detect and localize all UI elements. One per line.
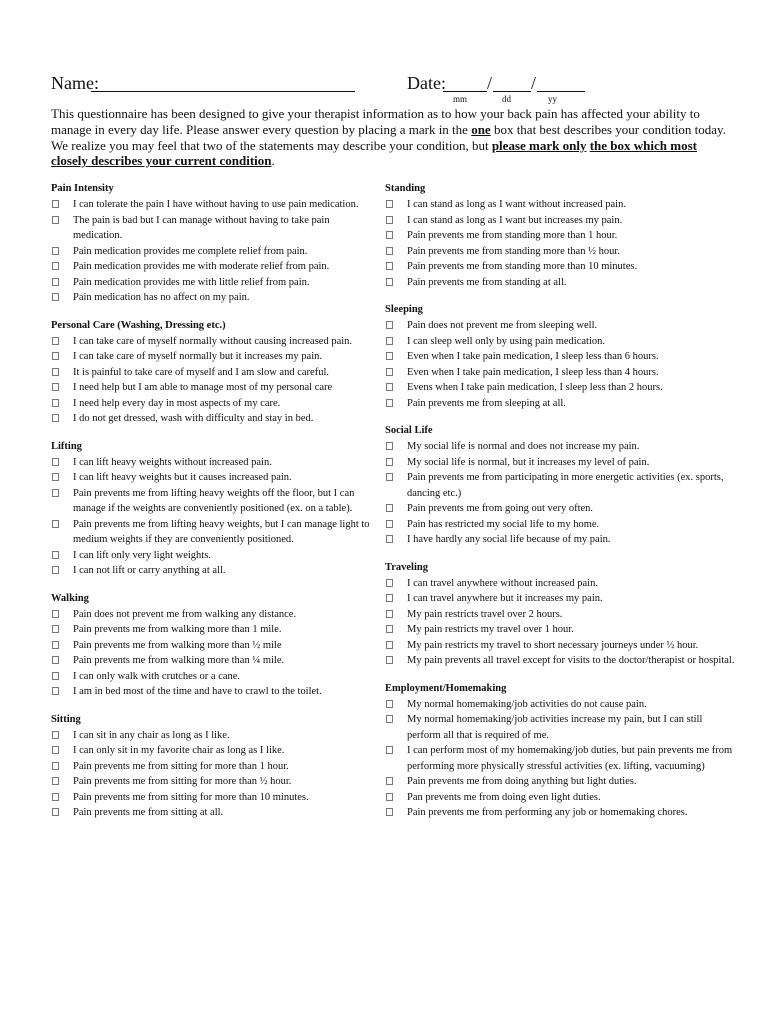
checkbox[interactable] bbox=[52, 200, 59, 208]
option-item[interactable] bbox=[385, 622, 735, 638]
checkbox[interactable] bbox=[52, 293, 59, 301]
option-item[interactable] bbox=[51, 334, 381, 350]
checkbox[interactable] bbox=[386, 625, 393, 633]
option-text: Pain prevents me from sitting for more than 1 hour. bbox=[73, 760, 289, 772]
checkbox[interactable] bbox=[52, 473, 59, 481]
checkbox[interactable] bbox=[386, 383, 393, 391]
spacer bbox=[385, 669, 735, 681]
date-mm-label: mm bbox=[453, 94, 468, 104]
option-text: I can not lift or carry anything at all. bbox=[73, 565, 226, 576]
option-text: I can perform most of my homemaking/job duties, but pain prevents me from performing more physically stressful activities (ex. lifting, vacuuming) bbox=[407, 745, 733, 772]
option-item[interactable] bbox=[385, 591, 735, 607]
checkbox[interactable] bbox=[52, 262, 59, 270]
option-item[interactable] bbox=[51, 653, 381, 669]
option-item[interactable] bbox=[51, 486, 381, 517]
option-text: Pain does not prevent me from walking any distance. bbox=[73, 608, 297, 620]
option-item[interactable] bbox=[51, 197, 381, 213]
section-title: Walking bbox=[51, 592, 89, 604]
option-item[interactable] bbox=[385, 259, 735, 275]
spacer bbox=[385, 548, 735, 560]
checkbox[interactable] bbox=[52, 625, 59, 633]
section-walking bbox=[51, 591, 381, 700]
option-text: My normal homemaking/job activities do not cause pain. bbox=[407, 698, 647, 710]
option-item[interactable] bbox=[385, 576, 735, 592]
checkbox[interactable] bbox=[52, 368, 59, 376]
section-lifting bbox=[51, 439, 381, 579]
option-item[interactable] bbox=[51, 774, 381, 790]
checkbox[interactable] bbox=[52, 278, 59, 286]
option-text: Pain prevents me from lifting heavy weights, but I can manage light to medium weights if they are conveniently positioned. bbox=[73, 518, 370, 545]
checkbox[interactable] bbox=[386, 700, 393, 708]
checkbox[interactable] bbox=[386, 641, 393, 649]
instructions bbox=[51, 106, 731, 169]
name-label: Name: bbox=[51, 73, 99, 93]
option-item[interactable] bbox=[385, 380, 735, 396]
option-item[interactable] bbox=[51, 638, 381, 654]
option-text: It is painful to take care of myself and I am slow and careful. bbox=[73, 366, 329, 378]
option-item[interactable] bbox=[385, 501, 735, 517]
checkbox[interactable] bbox=[52, 383, 59, 391]
date-separator: / bbox=[531, 73, 537, 93]
section-title: Traveling bbox=[385, 561, 428, 573]
section-title: Social Life bbox=[385, 425, 433, 436]
option-item[interactable] bbox=[51, 563, 381, 579]
option-item[interactable] bbox=[51, 244, 381, 260]
option-text: I can only sit in my favorite chair as long as I like. bbox=[73, 745, 285, 756]
option-item[interactable] bbox=[51, 411, 381, 427]
checkbox[interactable] bbox=[52, 687, 59, 695]
option-item[interactable] bbox=[51, 213, 381, 244]
emphasis-one: one bbox=[471, 121, 491, 137]
checkbox[interactable] bbox=[386, 399, 393, 407]
option-text: I can take care of myself normally but it increases my pain. bbox=[73, 351, 322, 362]
option-text: I can sit in any chair as long as I like. bbox=[73, 729, 230, 741]
option-text: Pain prevents me from standing at all. bbox=[407, 276, 567, 288]
instructions-end: . bbox=[271, 153, 275, 169]
checkbox[interactable] bbox=[386, 216, 393, 224]
name-field[interactable] bbox=[91, 91, 355, 92]
option-text: Pain medication has no affect on my pain. bbox=[73, 292, 250, 303]
checkbox[interactable] bbox=[386, 262, 393, 270]
option-item[interactable] bbox=[385, 213, 735, 229]
option-item[interactable] bbox=[385, 638, 735, 654]
checkbox[interactable] bbox=[52, 641, 59, 649]
checkbox[interactable] bbox=[386, 247, 393, 255]
option-item[interactable] bbox=[51, 728, 381, 744]
option-item[interactable] bbox=[51, 275, 381, 291]
option-text: Pain prevents me from participating in more energetic activities (ex. sports, dancing etc.) bbox=[407, 472, 724, 499]
section-pain-intensity bbox=[51, 181, 381, 306]
checkbox[interactable] bbox=[52, 399, 59, 407]
option-text: Pain prevents me from standing more than 10 minutes. bbox=[407, 261, 638, 272]
option-item[interactable] bbox=[51, 349, 381, 365]
option-item[interactable] bbox=[385, 334, 735, 350]
header bbox=[51, 73, 751, 109]
option-item[interactable] bbox=[385, 197, 735, 213]
option-text: Pain medication provides me with little relief from pain. bbox=[73, 276, 310, 288]
option-item[interactable] bbox=[51, 743, 381, 759]
option-text: My pain prevents all travel except for visits to the doctor/therapist or hospital. bbox=[407, 655, 735, 666]
option-item[interactable] bbox=[385, 365, 735, 381]
option-item[interactable] bbox=[385, 805, 735, 821]
checkbox[interactable] bbox=[52, 352, 59, 360]
date-yy-label: yy bbox=[548, 94, 557, 104]
checkbox[interactable] bbox=[52, 458, 59, 466]
option-item[interactable] bbox=[51, 790, 381, 806]
option-item[interactable] bbox=[51, 607, 381, 623]
option-item[interactable] bbox=[385, 790, 735, 806]
checkbox[interactable] bbox=[386, 321, 393, 329]
option-item[interactable] bbox=[51, 517, 381, 548]
checkbox[interactable] bbox=[386, 746, 393, 754]
option-text: My pain restricts my travel to short necessary journeys under ½ hour. bbox=[407, 639, 699, 651]
checkbox[interactable] bbox=[386, 504, 393, 512]
date-year-field[interactable] bbox=[537, 91, 585, 92]
option-text: Pain prevents me from walking more than 1 mile. bbox=[73, 624, 282, 635]
spacer bbox=[51, 306, 381, 318]
option-text: Pain has restricted my social life to my home. bbox=[407, 518, 600, 530]
section-sitting bbox=[51, 712, 381, 821]
option-text: I can lift only very light weights. bbox=[73, 549, 211, 561]
date-separator: / bbox=[487, 73, 493, 93]
option-text: I can travel anywhere without increased pain. bbox=[407, 577, 598, 589]
option-item[interactable] bbox=[51, 455, 381, 471]
date-label: Date: bbox=[407, 73, 446, 93]
checkbox[interactable] bbox=[52, 672, 59, 680]
checkbox[interactable] bbox=[52, 762, 59, 770]
option-text: Pain prevents me from going out very often. bbox=[407, 503, 594, 514]
checkbox[interactable] bbox=[386, 473, 393, 481]
checkbox[interactable] bbox=[52, 793, 59, 801]
section-title: Sitting bbox=[51, 713, 81, 725]
option-text: Even when I take pain medication, I sleep less than 4 hours. bbox=[407, 366, 659, 378]
option-text: My social life is normal, but it increases my level of pain. bbox=[407, 456, 650, 468]
option-text: My social life is normal and does not increase my pain. bbox=[407, 441, 640, 452]
option-item[interactable] bbox=[51, 548, 381, 564]
option-text: My normal homemaking/job activities increase my pain, but I can still perform all that is required of me. bbox=[407, 714, 703, 741]
section-title: Lifting bbox=[51, 440, 82, 452]
spacer bbox=[385, 411, 735, 423]
option-text: I can only walk with crutches or a cane. bbox=[73, 670, 241, 682]
spacer bbox=[51, 700, 381, 712]
option-text: Pain prevents me from standing more than ½ hour. bbox=[407, 245, 620, 257]
option-text: I can lift heavy weights but it causes increased pain. bbox=[73, 472, 292, 483]
option-text: The pain is bad but I can manage without having to take pain medication. bbox=[73, 214, 330, 241]
spacer bbox=[385, 290, 735, 302]
checkbox[interactable] bbox=[52, 777, 59, 785]
instructions-text: This questionnaire has been designed to give your therapist information as to how your back pain has affected your ability to manage in every day life. Please answer every question by placing a mark in the bbox=[51, 106, 700, 137]
option-item[interactable] bbox=[385, 244, 735, 260]
left-column bbox=[51, 181, 381, 821]
option-text: Even when I take pain medication, I sleep less than 6 hours. bbox=[407, 351, 659, 362]
option-text: Pain prevents me from sitting for more than ½ hour. bbox=[73, 776, 292, 787]
option-text: I have hardly any social life because of my pain. bbox=[407, 534, 611, 545]
checkbox[interactable] bbox=[386, 442, 393, 450]
checkbox[interactable] bbox=[386, 777, 393, 785]
checkbox[interactable] bbox=[52, 216, 59, 224]
checkbox[interactable] bbox=[386, 808, 393, 816]
option-text: I can tolerate the pain I have without having to use pain medication. bbox=[73, 199, 359, 210]
checkbox[interactable] bbox=[52, 566, 59, 574]
option-item[interactable] bbox=[51, 259, 381, 275]
section-title: Personal Care (Washing, Dressing etc.) bbox=[51, 319, 226, 331]
option-text: I can stand as long as I want but increases my pain. bbox=[407, 214, 623, 226]
option-text: I need help every day in most aspects of my care. bbox=[73, 397, 281, 409]
checkbox[interactable] bbox=[52, 746, 59, 754]
right-column bbox=[385, 181, 735, 821]
option-item[interactable] bbox=[51, 669, 381, 685]
option-item[interactable] bbox=[385, 396, 735, 412]
checkbox[interactable] bbox=[386, 715, 393, 723]
option-item[interactable] bbox=[385, 439, 735, 455]
checkbox[interactable] bbox=[386, 458, 393, 466]
option-text: I can stand as long as I want without increased pain. bbox=[407, 199, 626, 210]
option-text: I can sleep well only by using pain medication. bbox=[407, 335, 605, 347]
option-item[interactable] bbox=[385, 653, 735, 669]
option-text: Pain prevents me from performing any job or homemaking chores. bbox=[407, 807, 688, 818]
section-standing bbox=[385, 181, 735, 290]
checkbox[interactable] bbox=[386, 337, 393, 345]
date-day-field[interactable] bbox=[493, 91, 531, 92]
option-text: Pain prevents me from standing more than 1 hour. bbox=[407, 230, 618, 241]
option-text: I can travel anywhere but it increases my pain. bbox=[407, 593, 603, 604]
checkbox[interactable] bbox=[386, 278, 393, 286]
checkbox[interactable] bbox=[52, 489, 59, 497]
section-title: Employment/Homemaking bbox=[385, 682, 507, 694]
option-text: I can lift heavy weights without increased pain. bbox=[73, 456, 272, 468]
option-item[interactable] bbox=[385, 697, 735, 713]
checkbox[interactable] bbox=[52, 731, 59, 739]
option-text: Pain medication provides me with moderate relief from pain. bbox=[73, 261, 330, 272]
option-item[interactable] bbox=[385, 532, 735, 548]
option-text: Pain prevents me from walking more than ½ mile bbox=[73, 639, 282, 651]
checkbox[interactable] bbox=[52, 610, 59, 618]
option-item[interactable] bbox=[385, 607, 735, 623]
checkbox[interactable] bbox=[386, 656, 393, 664]
section-personal-care bbox=[51, 318, 381, 427]
option-text: My pain restricts travel over 2 hours. bbox=[407, 608, 563, 620]
option-text: Pain does not prevent me from sleeping well. bbox=[407, 320, 598, 331]
option-text: Pan prevents me from doing even light duties. bbox=[407, 791, 601, 803]
checkbox[interactable] bbox=[52, 520, 59, 528]
option-text: Pain prevents me from sleeping at all. bbox=[407, 397, 566, 409]
emphasis-box-which: the box which most closely describes your current condition bbox=[51, 137, 697, 169]
section-title: Pain Intensity bbox=[51, 183, 114, 194]
option-text: Pain prevents me from lifting heavy weights off the floor, but I can manage if the weights are conveniently positioned (ex. on a table). bbox=[73, 487, 355, 514]
option-text: Evens when I take pain medication, I sleep less than 2 hours. bbox=[407, 382, 663, 393]
option-item[interactable] bbox=[51, 684, 381, 700]
checkbox[interactable] bbox=[386, 231, 393, 239]
checkbox[interactable] bbox=[52, 808, 59, 816]
date-dd-label: dd bbox=[502, 94, 511, 104]
option-text: I can take care of myself normally without causing increased pain. bbox=[73, 335, 353, 347]
option-text: I need help but I am able to manage most of my personal care bbox=[73, 382, 333, 393]
section-traveling bbox=[385, 560, 735, 669]
checkbox[interactable] bbox=[386, 368, 393, 376]
option-item[interactable] bbox=[385, 228, 735, 244]
option-item[interactable] bbox=[51, 622, 381, 638]
checkbox[interactable] bbox=[386, 535, 393, 543]
instructions-text: box that best describes your condition today. We realize you may feel that two of the statements may describe your condition, but bbox=[51, 121, 726, 153]
checkbox[interactable] bbox=[386, 594, 393, 602]
checkbox[interactable] bbox=[386, 352, 393, 360]
option-item[interactable] bbox=[385, 774, 735, 790]
option-item[interactable] bbox=[51, 290, 381, 306]
checkbox[interactable] bbox=[52, 551, 59, 559]
checkbox[interactable] bbox=[52, 337, 59, 345]
option-item[interactable] bbox=[51, 759, 381, 775]
option-item[interactable] bbox=[385, 349, 735, 365]
option-item[interactable] bbox=[385, 318, 735, 334]
checkbox[interactable] bbox=[386, 793, 393, 801]
option-item[interactable] bbox=[385, 470, 735, 501]
option-text: Pain prevents me from walking more than ¼ mile. bbox=[73, 655, 285, 666]
section-title: Sleeping bbox=[385, 304, 423, 315]
option-text: I am in bed most of the time and have to crawl to the toilet. bbox=[73, 686, 322, 697]
section-employment-homemaking bbox=[385, 681, 735, 821]
date-month-field[interactable] bbox=[443, 91, 487, 92]
option-item[interactable] bbox=[51, 396, 381, 412]
checkbox[interactable] bbox=[52, 247, 59, 255]
option-text: Pain prevents me from doing anything but light duties. bbox=[407, 776, 637, 787]
option-text: I do not get dressed, wash with difficulty and stay in bed. bbox=[73, 413, 314, 424]
option-item[interactable] bbox=[385, 517, 735, 533]
option-text: Pain prevents me from sitting for more than 10 minutes. bbox=[73, 791, 309, 803]
option-item[interactable] bbox=[51, 470, 381, 486]
checkbox[interactable] bbox=[386, 200, 393, 208]
checkbox[interactable] bbox=[386, 579, 393, 587]
checkbox[interactable] bbox=[52, 414, 59, 422]
checkbox[interactable] bbox=[52, 656, 59, 664]
option-item[interactable] bbox=[385, 712, 735, 743]
emphasis-please-mark-only: please mark only bbox=[491, 137, 587, 153]
section-title: Standing bbox=[385, 183, 426, 194]
option-item[interactable] bbox=[51, 365, 381, 381]
option-item[interactable] bbox=[51, 380, 381, 396]
spacer bbox=[51, 579, 381, 591]
option-text: My pain restricts my travel over 1 hour. bbox=[407, 624, 574, 635]
section-social-life bbox=[385, 423, 735, 548]
option-text: Pain prevents me from sitting at all. bbox=[73, 807, 224, 818]
option-item[interactable] bbox=[51, 805, 381, 821]
section-sleeping bbox=[385, 302, 735, 411]
option-text: Pain medication provides me complete relief from pain. bbox=[73, 245, 308, 257]
spacer bbox=[51, 427, 381, 439]
option-item[interactable] bbox=[385, 455, 735, 471]
option-item[interactable] bbox=[385, 275, 735, 291]
checkbox[interactable] bbox=[386, 610, 393, 618]
option-item[interactable] bbox=[385, 743, 735, 774]
checkbox[interactable] bbox=[386, 520, 393, 528]
